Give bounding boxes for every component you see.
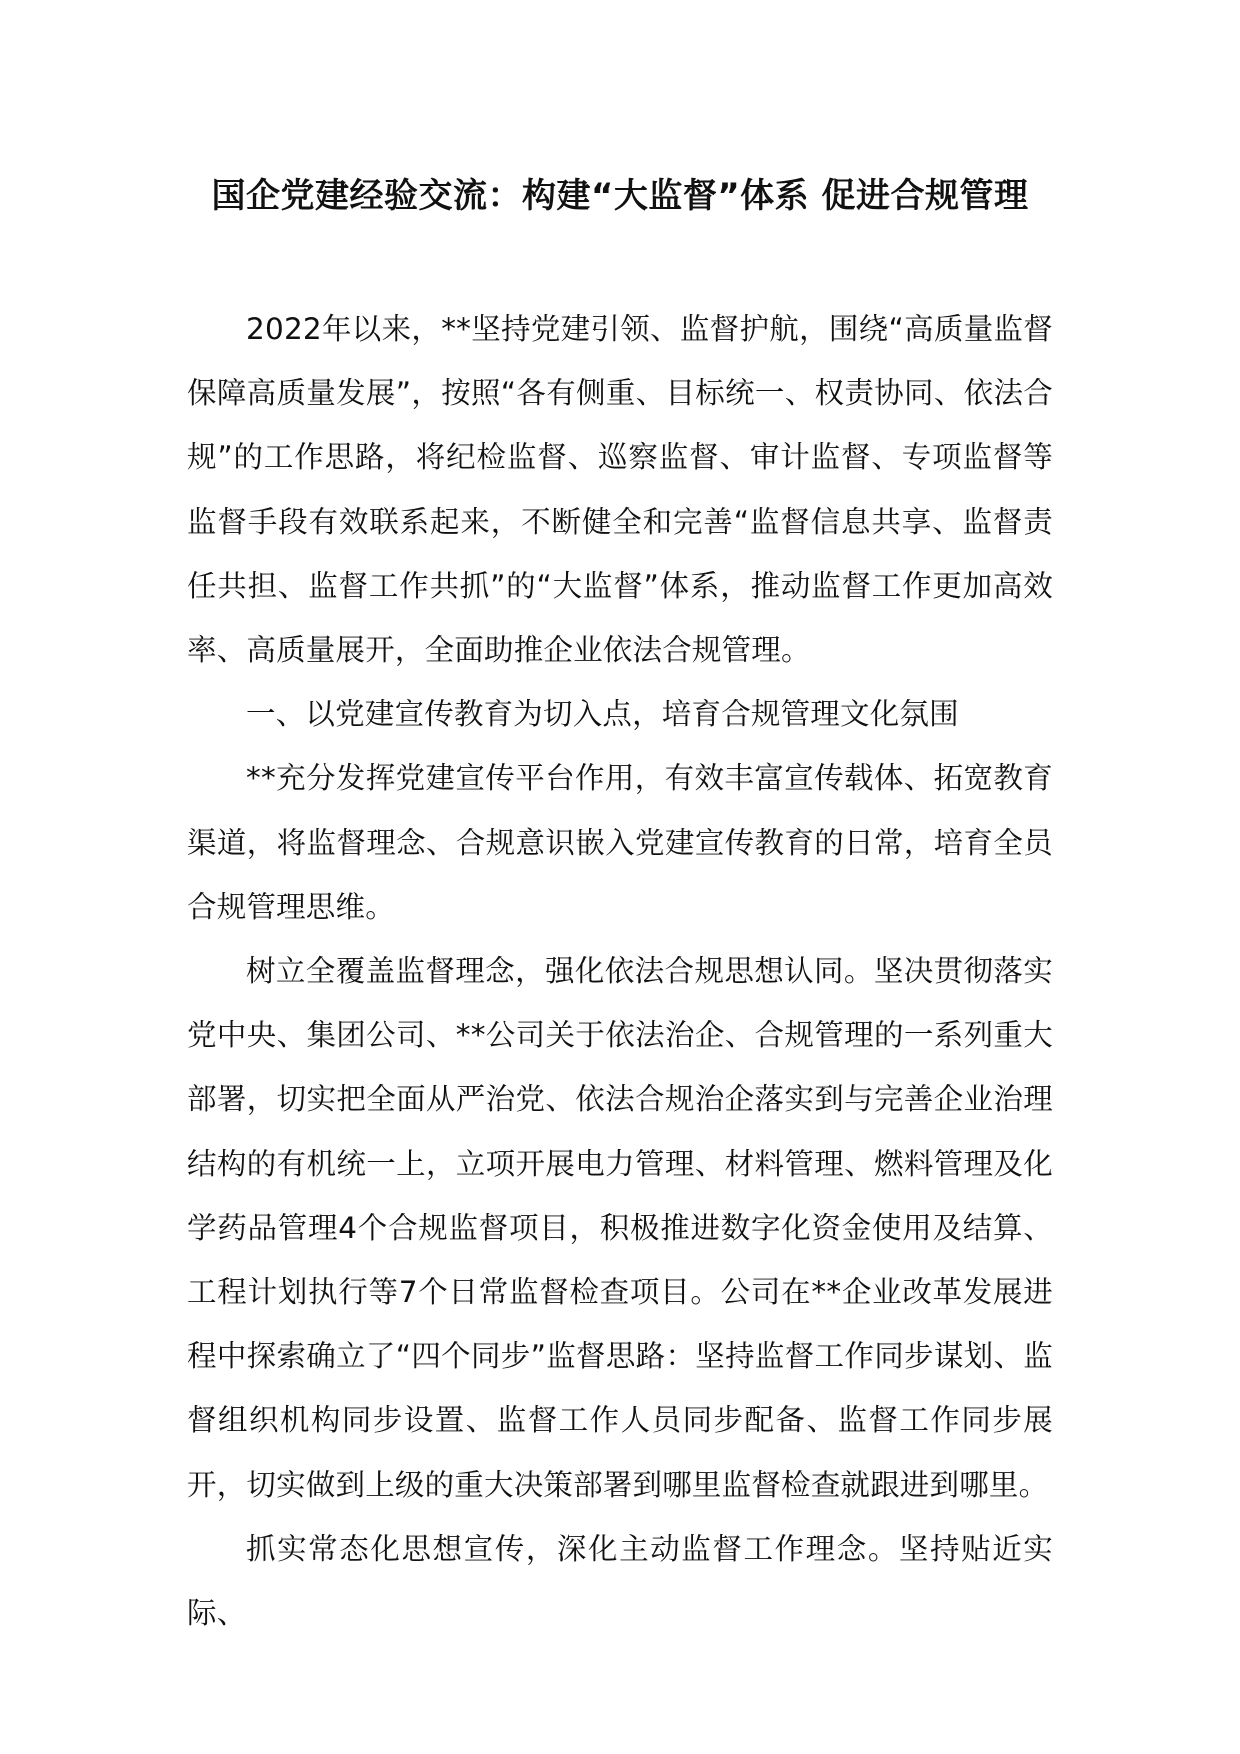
- document-title: 国企党建经验交流：构建“大监督”体系 促进合规管理: [211, 176, 1029, 216]
- section-1-paragraph-2: 树立全覆盖监督理念，强化依法合规思想认同。坚决贯彻落实党中央、集团公司、**公司关于依法治企、合规管理的一系列重大部署，切实把全面从严治党、依法合规治企落实到与完善企业治理结构的有机统一上，立项开展电力管理、材料管理、燃料管理及化学药品管理4个合规监督项目，积极推进数字化资金使用及结算、工程计划执行等7个日常监督检查项目。公司在**企业改革发展进程中探索确立了“四个同步”监督思路：坚持监督工作同步谋划、监督组织机构同步设置、监督工作人员同步配备、监督工作同步展开，切实做到上级的重大决策部署到哪里监督检查就跟进到哪里。: [187, 954, 1053, 1502]
- intro-paragraph: 2022年以来，**坚持党建引领、监督护航，围绕“高质量监督保障高质量发展”，按照“各有侧重、目标统一、权责协同、依法合规”的工作思路，将纪检监督、巡察监督、审计监督、专项监督等监督手段有效联系起来，不断健全和完善“监督信息共享、监督责任共担、监督工作共抓”的“大监督”体系，推动监督工作更加高效率、高质量展开，全面助推企业依法合规管理。: [187, 312, 1053, 668]
- section-1-paragraph-1: **充分发挥党建宣传平台作用，有效丰富宣传载体、拓宽教育渠道，将监督理念、合规意识嵌入党建宣传教育的日常，培育全员合规管理思维。: [187, 761, 1053, 924]
- document-body: [187, 297, 1053, 1645]
- section-1-paragraph-3: 抓实常态化思想宣传，深化主动监督工作理念。坚持贴近实际、: [187, 1531, 1053, 1631]
- section-heading-1: 一、以党建宣传教育为切入点，培育合规管理文化氛围: [246, 697, 959, 732]
